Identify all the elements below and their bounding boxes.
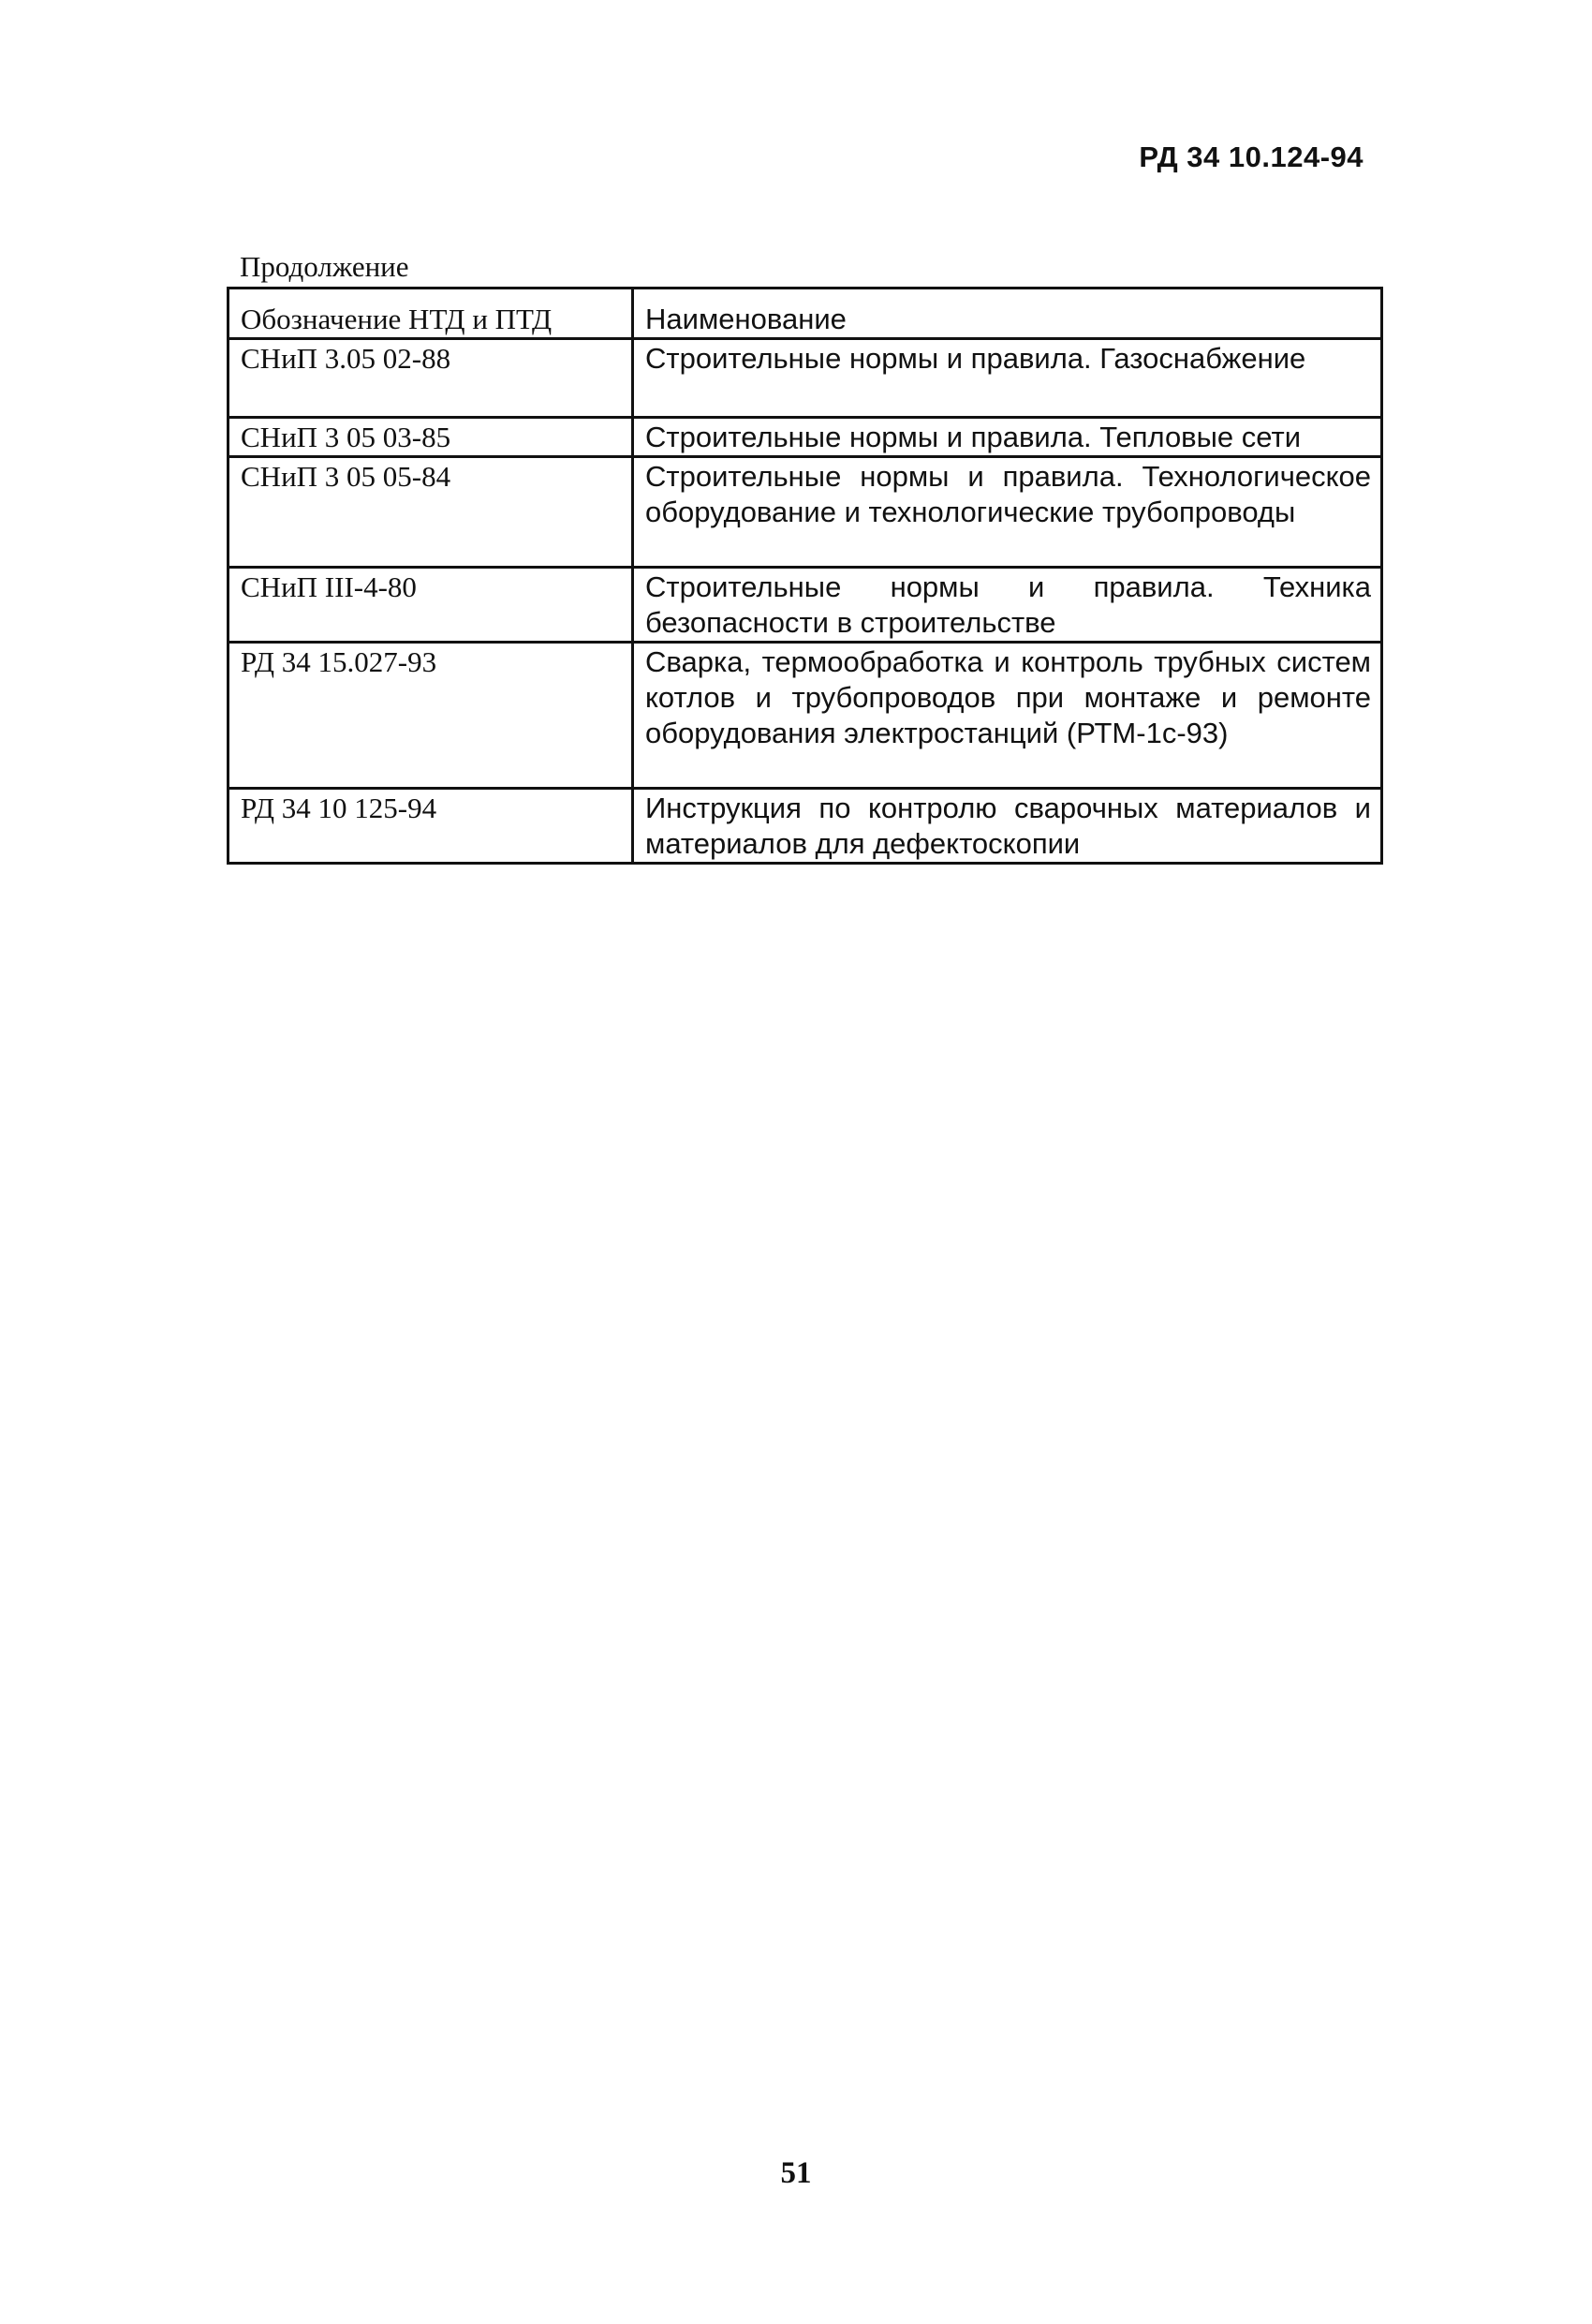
continuation-label: Продолжение: [240, 250, 409, 283]
reference-table: [227, 287, 1383, 865]
row-name: Строительные нормы и правила. Техника безопасности в строительстве: [633, 568, 1382, 643]
page-number: 51: [780, 2156, 812, 2190]
column-header-name: Наименование: [633, 289, 1382, 339]
row-code: СНиП 3.05 02-88: [228, 339, 633, 418]
table-row: [228, 457, 1382, 568]
row-code: СНиП 3 05 03-85: [228, 418, 633, 457]
table-row: [228, 418, 1382, 457]
column-header-code: Обозначение НТД и ПТД: [228, 289, 633, 339]
table-row: [228, 789, 1382, 864]
row-code: РД 34 10 125-94: [228, 789, 633, 864]
row-name: Строительные нормы и правила. Технологическое оборудование и технологические трубопроводы: [633, 457, 1382, 568]
row-name: Строительные нормы и правила. Газоснабжение: [633, 339, 1382, 418]
row-name: Инструкция по контролю сварочных материалов и материалов для дефектоскопии: [633, 789, 1382, 864]
row-code: СНиП 3 05 05-84: [228, 457, 633, 568]
row-code: СНиП III-4-80: [228, 568, 633, 643]
row-name: Строительные нормы и правила. Тепловые сети: [633, 418, 1382, 457]
document-code: РД 34 10.124-94: [1139, 141, 1364, 173]
row-name: Сварка, термообработка и контроль трубных систем котлов и трубопроводов при монтаже и ремонте оборудования электростанций (РТМ-1с-93): [633, 643, 1382, 789]
table-row: [228, 568, 1382, 643]
table-header-row: [228, 289, 1382, 339]
table-row: [228, 643, 1382, 789]
row-code: РД 34 15.027-93: [228, 643, 633, 789]
table-row: [228, 339, 1382, 418]
